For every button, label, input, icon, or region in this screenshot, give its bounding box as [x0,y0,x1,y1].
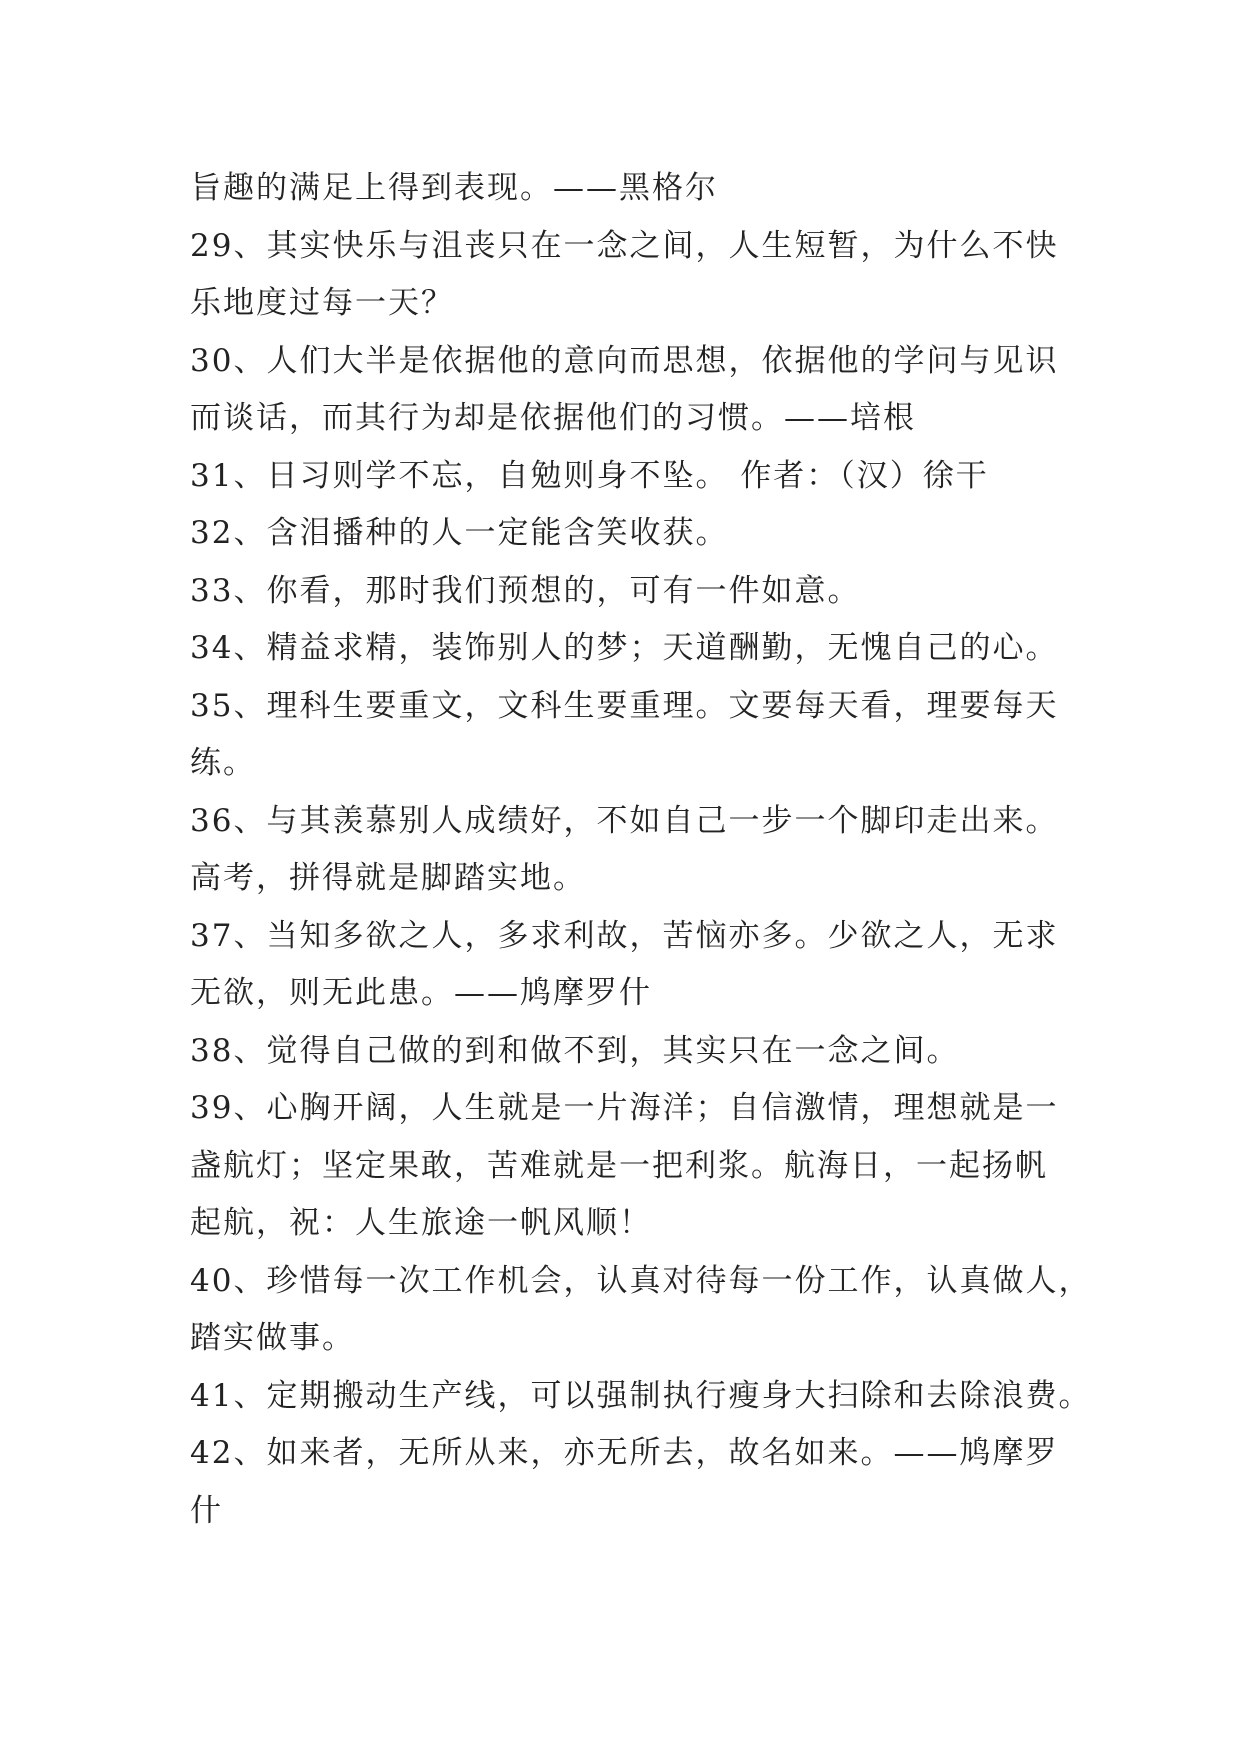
text-line: 31、日习则学不忘，自勉则身不坠。 作者：（汉）徐干 [190,457,989,494]
text-line: 40、珍惜每一次工作机会，认真对待每一份工作，认真做人， [190,1262,1092,1299]
text-line: 34、精益求精，装饰别人的梦；天道酬勤，无愧自己的心。 [190,630,1059,666]
text-line: 29、其实快乐与沮丧只在一念之间，人生短暂，为什么不快 [190,227,1059,264]
text-line: 37、当知多欲之人，多求利故，苦恼亦多。少欲之人，无求 [190,917,1059,954]
text-line: 38、觉得自己做的到和做不到，其实只在一念之间。 [190,1032,960,1069]
text-line: 无欲，则无此患。——鸠摩罗什 [190,975,652,1011]
quote-list [190,160,1092,1540]
text-line: 30、人们大半是依据他的意向而思想，依据他的学问与见识 [190,342,1059,379]
text-line: 35、理科生要重文，文科生要重理。文要每天看，理要每天 [190,687,1059,724]
text-line: 起航，祝：人生旅途一帆风顺！ [190,1205,652,1241]
text-line: 42、如来者，无所从来，亦无所去，故名如来。——鸠摩罗 [190,1435,1059,1471]
text-line: 而谈话，而其行为却是依据他们的习惯。——培根 [190,400,916,436]
text-line: 41、定期搬动生产线，可以强制执行瘦身大扫除和去除浪费。 [190,1377,1092,1414]
text-line: 什 [190,1492,223,1529]
text-line: 32、含泪播种的人一定能含笑收获。 [190,515,729,551]
text-line: 33、你看，那时我们预想的，可有一件如意。 [190,572,861,609]
text-line: 39、心胸开阔，人生就是一片海洋；自信激情，理想就是一 [190,1090,1059,1126]
text-line: 36、与其羡慕别人成绩好，不如自己一步一个脚印走出来。 [190,802,1059,839]
text-line: 高考，拼得就是脚踏实地。 [190,860,586,896]
text-line: 练。 [190,745,256,781]
text-line: 踏实做事。 [190,1320,355,1356]
text-line: 盏航灯；坚定果敢，苦难就是一把利浆。航海日，一起扬帆 [190,1147,1048,1184]
text-line: 旨趣的满足上得到表现。——黑格尔 [190,170,718,206]
text-line: 乐地度过每一天？ [190,285,454,321]
